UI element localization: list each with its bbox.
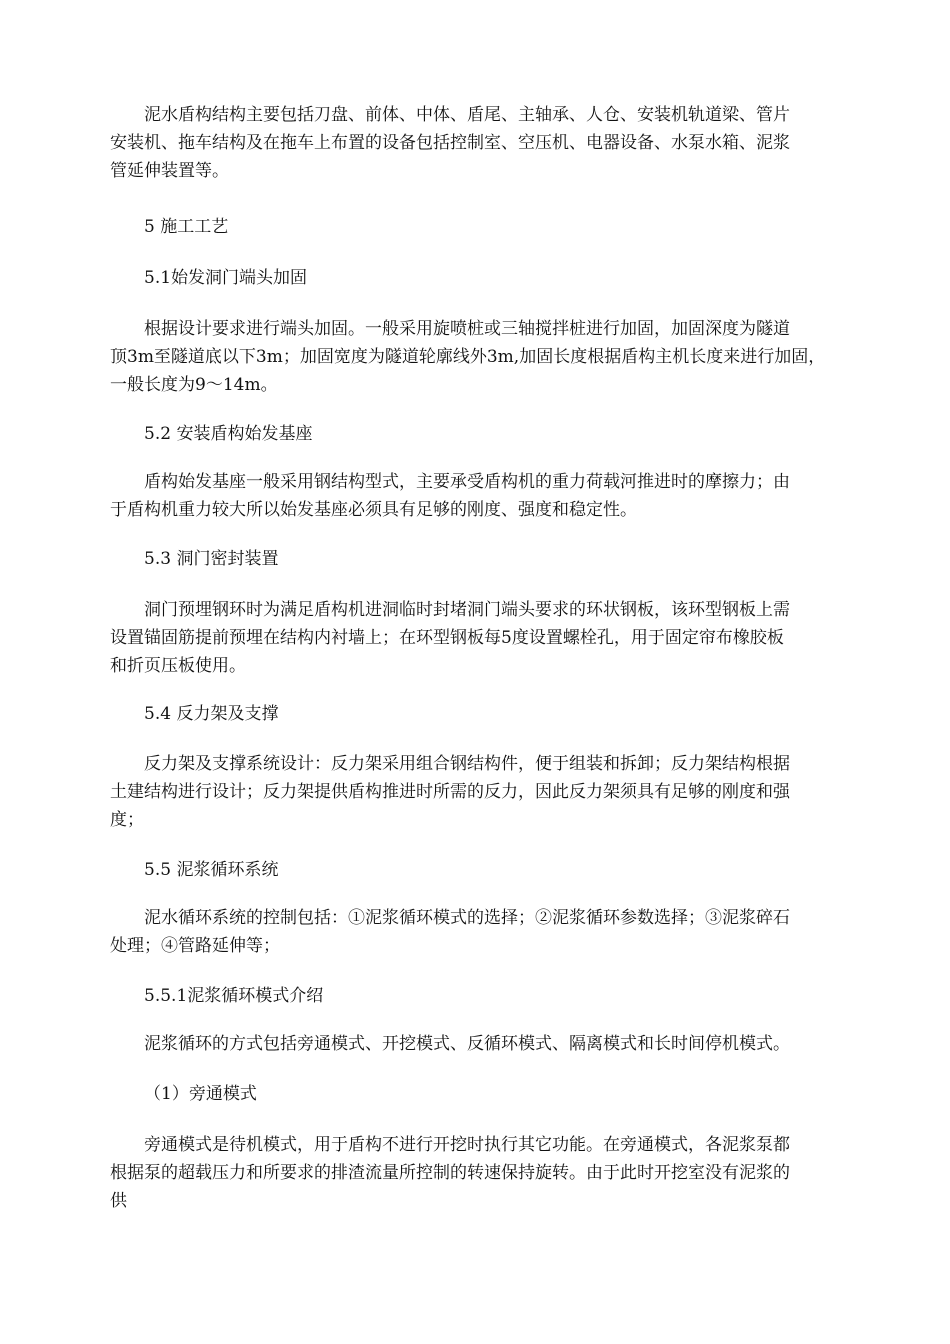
- heading-construction-process: 5 施工工艺: [144, 217, 229, 237]
- paragraph-bypass-mode: 旁通模式是待机模式，用于盾构不进行开挖时执行其它功能。在旁通模式，各泥浆泵都 根据泵的超载压力和所要求的排渣流量所控制的转速保持旋转。由于此时开挖室没有泥浆的 供: [110, 1135, 790, 1211]
- heading-bypass-mode: （1）旁通模式: [144, 1084, 257, 1104]
- heading-slurry-circulation: 5.5 泥浆循环系统: [144, 860, 279, 880]
- heading-portal-seal: 5.3 洞门密封装置: [144, 549, 279, 569]
- paragraph-reaction-frame: 反力架及支撑系统设计：反力架采用组合钢结构件，便于组装和拆卸；反力架结构根据 土建结构进行设计；反力架提供盾构推进时所需的反力，因此反力架须具有足够的刚度和强 度；: [110, 754, 790, 830]
- paragraph-circulation-modes: 泥浆循环的方式包括旁通模式、开挖模式、反循环模式、隔离模式和长时间停机模式。: [144, 1034, 790, 1054]
- paragraph-end-reinforcement: 根据设计要求进行端头加固。一般采用旋喷桩或三轴搅拌桩进行加固，加固深度为隧道 顶3m至隧道底以下3m；加固宽度为隧道轮廓线外3m,加固长度根据盾构主机长度来进行加固， 一般长度为9～14m。: [110, 319, 826, 395]
- heading-launch-base: 5.2 安装盾构始发基座: [144, 424, 313, 444]
- paragraph-portal-seal: 洞门预埋钢环时为满足盾构机进洞临时封堵洞门端头要求的环状钢板，该环型钢板上需 设置锚固筋提前预埋在结构内衬墙上；在环型钢板每5度设置螺栓孔，用于固定帘布橡胶板 和折页压板使用。: [110, 600, 790, 676]
- heading-reaction-frame: 5.4 反力架及支撑: [144, 704, 279, 724]
- paragraph-shield-structure: 泥水盾构结构主要包括刀盘、前体、中体、盾尾、主轴承、人仓、安装机轨道梁、管片 安装机、拖车结构及在拖车上布置的设备包括控制室、空压机、电器设备、水泵水箱、泥浆 管延伸装置等。: [110, 105, 790, 181]
- paragraph-launch-base: 盾构始发基座一般采用钢结构型式，主要承受盾构机的重力荷载河推进时的摩擦力；由 于盾构机重力较大所以始发基座必须具有足够的刚度、强度和稳定性。: [110, 472, 790, 520]
- heading-end-reinforcement: 5.1始发洞门端头加固: [144, 268, 308, 288]
- heading-circulation-modes: 5.5.1泥浆循环模式介绍: [144, 986, 324, 1006]
- paragraph-slurry-circulation: 泥水循环系统的控制包括：①泥浆循环模式的选择；②泥浆循环参数选择；③泥浆碎石 处理；④管路延伸等；: [110, 908, 790, 956]
